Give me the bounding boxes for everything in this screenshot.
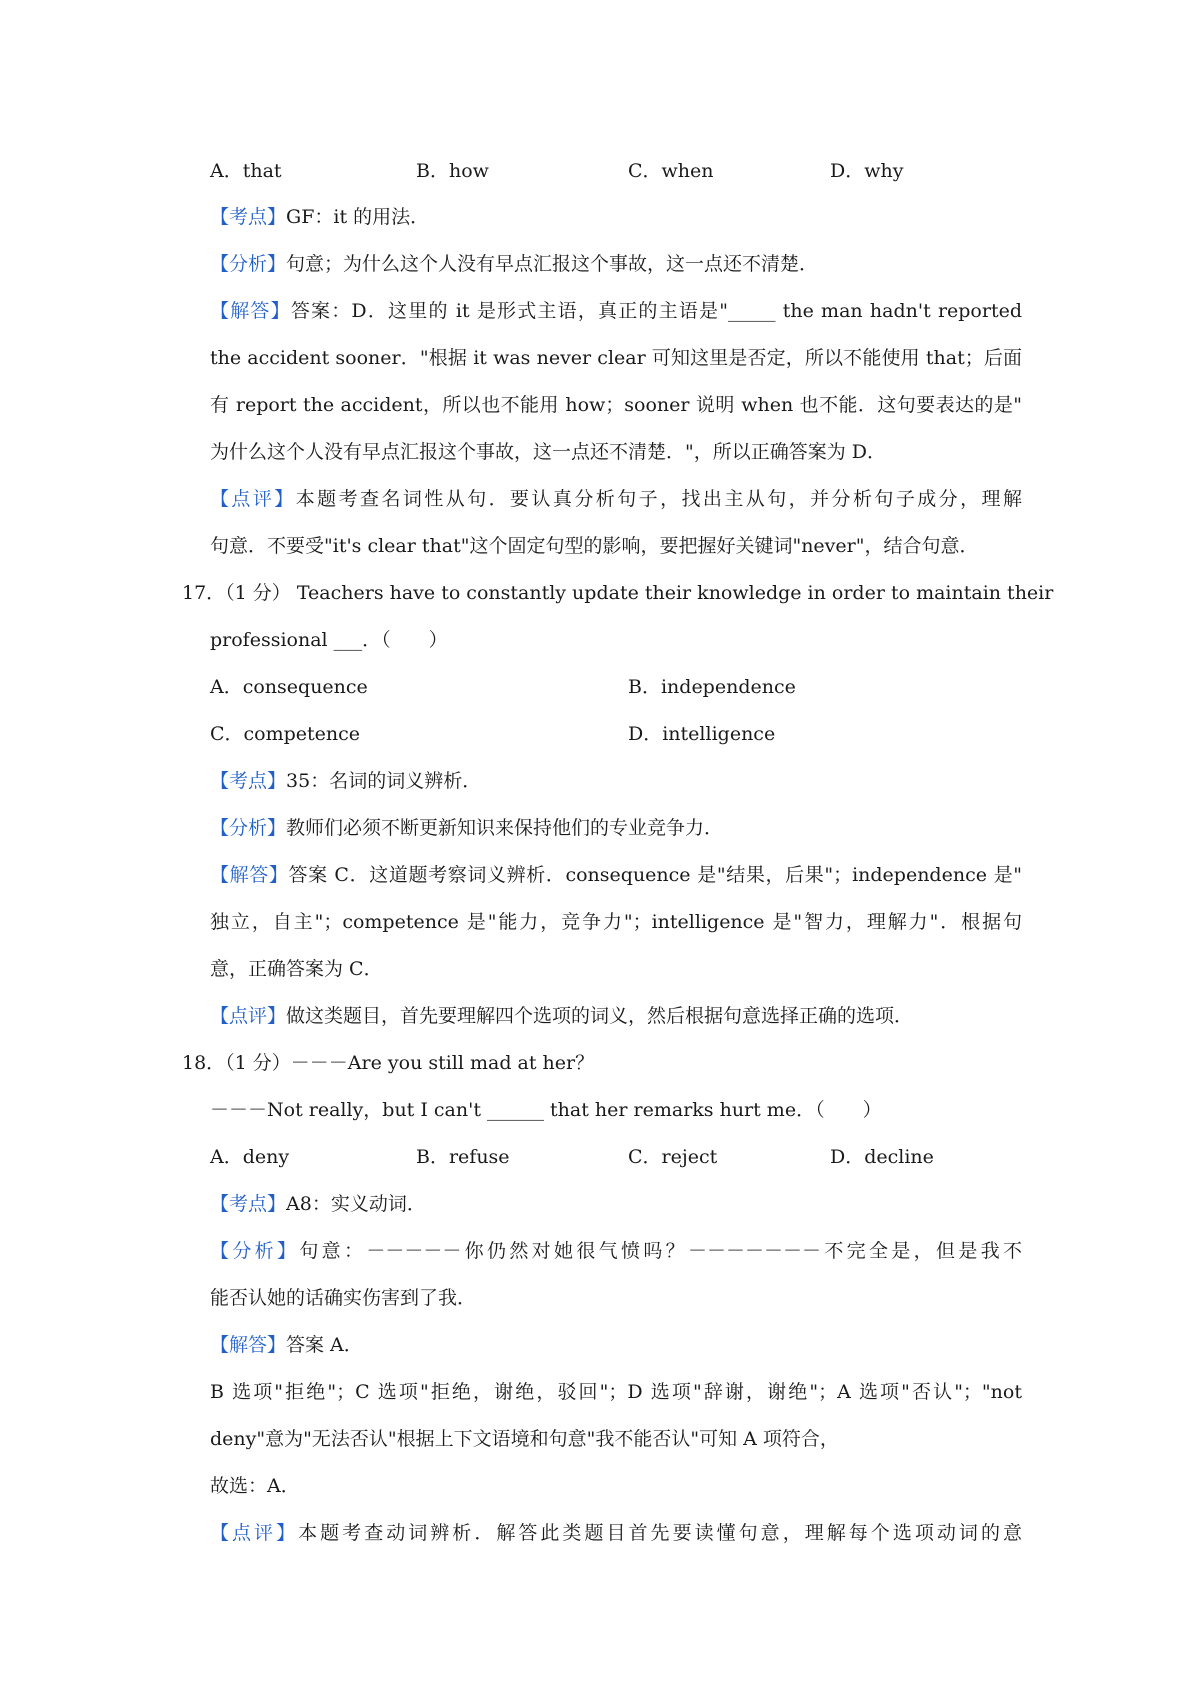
q17-jieda-line-1 [210,861,1022,889]
q16-dianping-line-2: 句意．不要受"it's clear that"这个固定句型的影响，要把握好关键词"never"，结合句意． [210,535,979,557]
fenxi-tag: 【分析】 [210,253,287,275]
q17-option-c: C．competence [210,723,361,745]
q17-dianping [210,1002,1022,1030]
q16-jieda-line-4: 为什么这个人没有早点汇报这个事故，这一点还不清楚．"，所以正确答案为 D． [210,441,887,463]
q17-dianping-text: 做这类题目，首先要理解四个选项的词义，然后根据句意选择正确的选项． [286,1005,914,1027]
jieda-tag: 【解答】 [210,300,291,322]
q17-option-d: D．intelligence [628,723,776,745]
fenxi-tag: 【分析】 [210,817,287,839]
q17-option-a: A．consequence [210,676,368,698]
q16-dianping-text: 本题考查名词性从句．要认真分析句子，找出主从句，并分析句子成分，理解 [295,488,1022,510]
q18-stem-line-2: －－－Not really，but I can't ______ that her remarks hurt me．（ ） [210,1099,882,1121]
q18-option-d: D．decline [830,1146,934,1168]
jieda-tag: 【解答】 [210,864,289,886]
q16-option-a: A．that [210,160,282,182]
q18-kaodian-text: A8：实义动词． [286,1193,426,1215]
q16-option-c: C．when [628,160,714,182]
dianping-tag: 【点评】 [210,1522,299,1544]
q17-kaodian-text: 35：名词的词义辨析． [286,770,482,792]
q16-fenxi-text: 句意；为什么这个人没有早点汇报这个事故，这一点还不清楚． [286,253,819,275]
q17-stem-line-1: 17．（1 分） Teachers have to constantly update their knowledge in order to maintain their [182,582,1054,604]
q18-jieda-line-1: B 选项"拒绝"；C 选项"拒绝，谢绝，驳回"；D 选项"辞谢，谢绝"；A 选项"否认"；"not [210,1381,1022,1403]
q17-fenxi-text: 教师们必须不断更新知识来保持他们的专业竞争力． [286,817,724,839]
q17-jieda-line-2: 独立，自主"；competence 是"能力，竞争力"；intelligence 是"智力，理解力"．根据句 [210,911,1022,933]
q16-option-d: D．why [830,160,904,182]
fenxi-tag: 【分析】 [210,1240,300,1262]
q18-dianping [210,1519,1022,1547]
q18-fenxi-line-2: 能否认她的话确实伤害到了我． [210,1287,477,1309]
q16-jieda-text: 答案：D．这里的 it 是形式主语，真正的主语是"_____ the man hadn't reported [290,300,1022,322]
q17-jieda-text: 答案 C．这道题考察词义辨析．consequence 是"结果，后果"；independence 是" [288,864,1022,886]
q18-kaodian [210,1190,1022,1218]
q17-stem-line-2: professional ___．（ ） [210,629,448,651]
q18-fenxi-line-1 [210,1237,1022,1265]
q18-fenxi-text: 句意：－－－－－你仍然对她很气愤吗？－－－－－－－不完全是，但是我不 [299,1240,1022,1262]
q17-kaodian [210,767,1022,795]
q16-option-b: B．how [416,160,489,182]
q16-kaodian-text: GF：it 的用法． [286,206,430,228]
q18-jieda-head: 答案 A． [286,1334,363,1356]
q18-stem-line-1: 18．（1 分）－－－Are you still mad at her？ [182,1052,595,1074]
kaodian-tag: 【考点】 [210,770,287,792]
q16-jieda-line-2: the accident sooner．"根据 it was never clear 可知这里是否定，所以不能使用 that；后面 [210,347,1022,369]
q17-option-b: B．independence [628,676,796,698]
dianping-tag: 【点评】 [210,1005,287,1027]
q18-dianping-text: 本题考查动词辨析．解答此类题目首先要读懂句意，理解每个选项动词的意 [298,1522,1022,1544]
q18-jieda-line-3: 故选：A． [210,1475,300,1497]
q16-dianping-line-1 [210,485,1022,513]
q17-fenxi [210,814,1022,842]
q18-option-b: B．refuse [416,1146,510,1168]
dianping-tag: 【点评】 [210,488,296,510]
q17-jieda-line-3: 意，正确答案为 C． [210,958,383,980]
kaodian-tag: 【考点】 [210,1193,287,1215]
q18-option-a: A．deny [210,1146,290,1168]
q18-option-c: C．reject [628,1146,718,1168]
kaodian-tag: 【考点】 [210,206,287,228]
q18-jieda-line-2: deny"意为"无法否认"根据上下文语境和句意"我不能否认"可知 A 项符合， [210,1428,839,1450]
q16-jieda-line-1 [210,297,1022,325]
jieda-tag: 【解答】 [210,1334,287,1356]
q16-jieda-line-3: 有 report the accident，所以也不能用 how；sooner 说明 when 也不能．这句要表达的是" [210,394,1022,416]
q18-jieda [210,1331,1022,1359]
q16-kaodian [210,203,1022,231]
q16-fenxi [210,250,1022,278]
